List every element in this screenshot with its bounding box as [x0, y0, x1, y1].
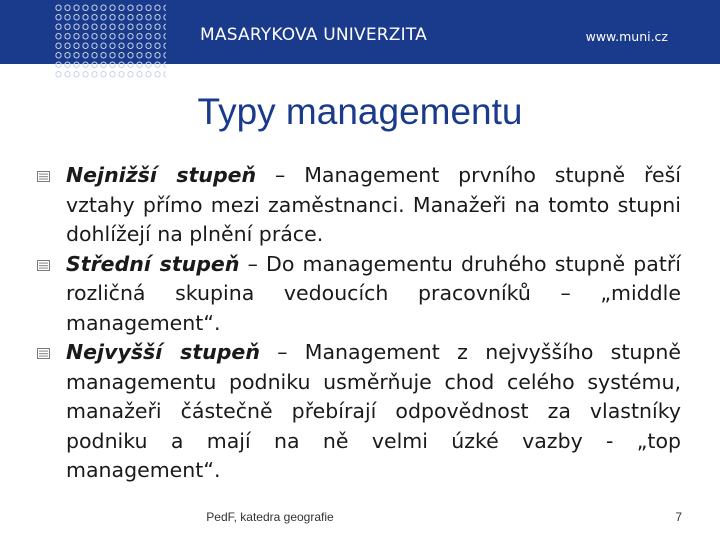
bullet-icon [37, 171, 50, 182]
bullet-icon [37, 260, 50, 271]
bullet-text: – Do managementu druhého stupně patří rozličná skupina vedoucích pracovníků – „middle management“. [66, 251, 681, 335]
university-name: MASARYKOVA UNIVERZITA [200, 25, 427, 45]
bullet-list [36, 161, 681, 486]
bullet-term: Nejvyšší stupeň [66, 340, 260, 364]
bullet-item [36, 338, 681, 486]
bullet-icon [37, 348, 50, 359]
logo-dot-grid [54, 3, 166, 79]
slide-title: Typy managementu [197, 91, 523, 132]
bullet-term: Střední stupeň [66, 251, 240, 276]
page-number: 7 [675, 510, 682, 524]
bullet-item [36, 250, 681, 339]
header-banner [0, 0, 720, 64]
footer-text: PedF, katedra geografie [206, 510, 334, 524]
university-url: www.muni.cz [585, 29, 668, 44]
bullet-text: – Management z nejvyššího stupně managementu podniku usměrňuje chod celého systému, manažeři částečně přebírají odpovědnost za vlastníky podniku a mají na ně velmi úzké vazby - „top management“. [66, 340, 681, 482]
bullet-item [36, 161, 681, 250]
bullet-text: – Management prvního stupně řeší vztahy přímo mezi zaměstnanci. Manažeři na tomto stupni dohlížejí na plnění práce. [66, 163, 681, 246]
bullet-term: Nejnižší stupeň [66, 163, 257, 187]
